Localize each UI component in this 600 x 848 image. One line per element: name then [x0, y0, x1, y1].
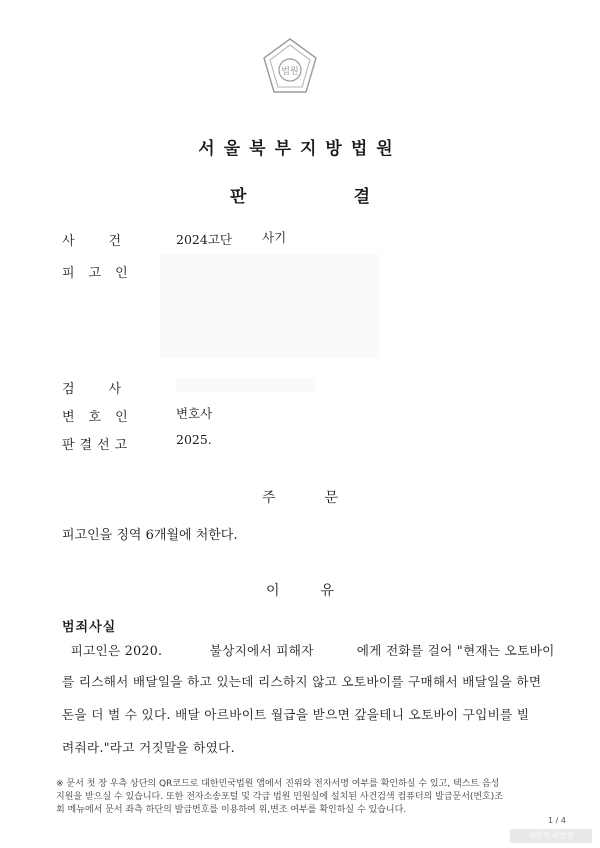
page-number: 1 / 4 — [548, 816, 566, 825]
seal-text: 법원 — [281, 67, 299, 77]
verification-footnote — [56, 778, 576, 817]
order-text: 피고인을 징역 6개월에 처한다. — [62, 528, 238, 543]
footnote-line: 회 메뉴에서 문서 좌측 하단의 발급번호를 이용하여 위,변조 여부를 확인하실 수 있습니다. — [56, 805, 407, 815]
order-heading — [262, 487, 338, 507]
reasons-heading-left: 이 — [266, 583, 280, 599]
court-watermark: 대한민국법원 — [510, 829, 592, 843]
defendant-label: 피고인 — [62, 266, 142, 281]
case-number: 2024고단 — [176, 232, 232, 247]
sentencing-label: 판결선고 — [62, 438, 133, 453]
document-title — [230, 182, 370, 207]
reasons-heading — [266, 580, 334, 600]
crime-facts-title: 범죄사실 — [62, 620, 117, 635]
footnote-line: ※ 문서 첫 장 우측 상단의 QR코드로 대한민국법원 앱에서 진위와 전자서명 여부를 확인하실 수 있고, 텍스트 음성 — [56, 779, 500, 789]
crime-facts-line: 를 리스해서 배달일을 하고 있는데 리스하지 않고 오토바이를 구매해서 배달일을 하면 — [62, 674, 542, 689]
reasons-heading-right: 유 — [320, 583, 334, 599]
prosecutor-label: 검사 — [62, 382, 156, 397]
counsel-label: 변호인 — [62, 410, 142, 425]
redacted-defendant-info — [160, 254, 380, 358]
crime-facts-line: 피고인은 2020. 불상지에서 피해자 에게 전화를 걸어 "현재는 오토바이 — [62, 643, 555, 658]
crime-facts-line: 돈을 더 벌 수 있다. 배달 아르바이트 월급을 받으면 갚을테니 오토바이 구입비를 빌 — [62, 707, 530, 722]
case-label: 사건 — [62, 234, 156, 249]
crime-facts-line: 려줘라."라고 거짓말을 하였다. — [62, 740, 235, 755]
document-title-right: 결 — [353, 187, 370, 207]
court-name: 서울북부지방법원 — [198, 139, 402, 159]
case-name: 사기 — [262, 230, 287, 245]
counsel-value: 변호사 — [176, 406, 213, 421]
document-title-left: 판 — [230, 187, 247, 207]
redacted-prosecutor — [176, 378, 316, 392]
order-heading-left: 주 — [262, 490, 276, 506]
footnote-line: 지원을 받으실 수 있습니다. 또한 전자소송포털 및 각급 법원 민원실에 설치된 사건검색 컴퓨터의 발급문서(번호)조 — [56, 792, 504, 802]
sentencing-date: 2025. — [176, 432, 212, 447]
order-heading-right: 문 — [324, 490, 338, 506]
court-seal-icon — [258, 36, 322, 100]
